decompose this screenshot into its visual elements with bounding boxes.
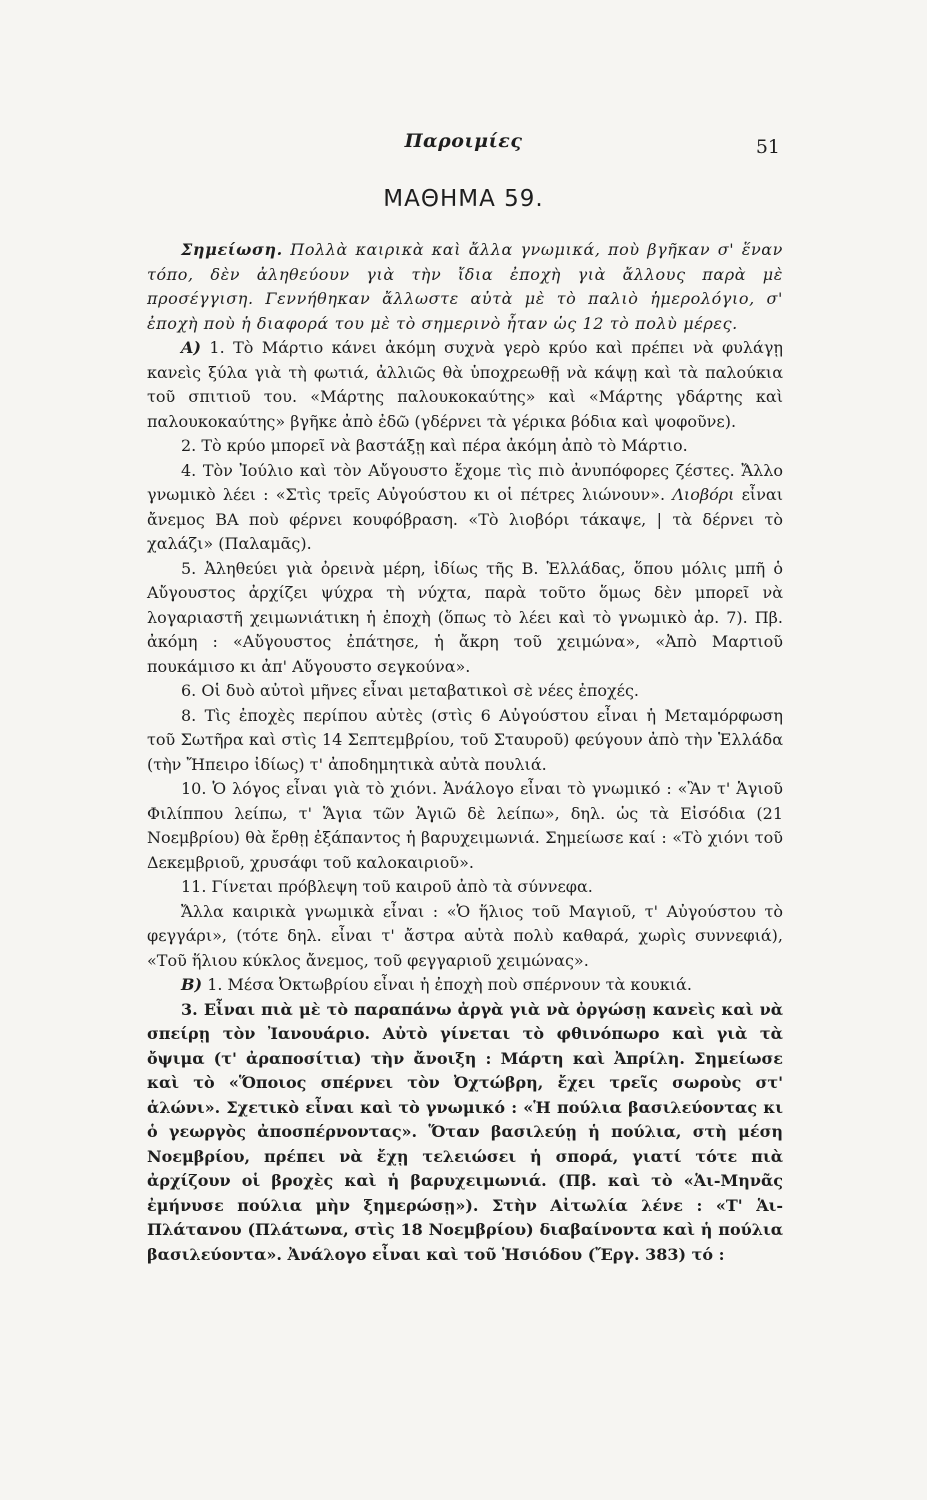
section-a-paragraph-other-sayings: Ἄλλα καιρικὰ γνωμικὰ εἶναι : «Ὁ ἥλιος τοῦ Μαγιοῦ, τ' Αὐγούστου τὸ φεγγάρι», (τότε δηλ. εἶναι τ' ἄστρα αὐτὰ πολὺ καθαρά, χωρὶς συννεφιά), «Τοῦ ἥλιου κύκλος ἄνεμος, τοῦ φεγγαριοῦ χειμώνας». [147,901,783,970]
section-b-p1-text: 1. Μέσα Ὀκτωβρίου εἶναι ἡ ἐποχὴ ποὺ σπέρνουν τὰ κουκιά. [207,975,692,994]
section-a-p4-text-a: 4. Τὸν Ἰούλιο καὶ τὸν Αὔγουστο ἔχομε τὶς πιὸ ἀνυπόφορες ζέστες. Ἄλλο γνωμικὸ λέει : «Στὶς τρεῖς Αὐγούστου κι οἱ πέτρες λιώνουν». [147,460,783,504]
note-text: Πολλὰ καιρικὰ καὶ ἄλλα γνωμικά, ποὺ βγῆκαν σ' ἕναν τόπο, δὲν ἀληθεύουν γιὰ τὴν ἴδια ἐποχὴ γιὰ ἄλλους παρὰ μὲ προσέγγιση. Γεννήθηκαν ἄλλωστε αὐτὰ μὲ τὸ παλιὸ ἡμερολόγιο, σ' ἐποχὴ ποὺ ἡ διαφορά του μὲ τὸ σημερινὸ ἦταν ὡς 12 τὸ πολὺ μέρες. [147,240,784,333]
lesson-title: ΜΑΘΗΜΑ 59. [383,186,544,212]
section-a-paragraph-1 [147,336,783,434]
section-a-paragraph-11: 11. Γίνεται πρόβλεψη τοῦ καιροῦ ἀπὸ τὰ σύννεφα. [181,877,593,896]
section-a-paragraph-5: 5. Ἀληθεύει γιὰ ὀρεινὰ μέρη, ἰδίως τῆς Β. Ἑλλάδας, ὅπου μόλις μπῆ ὁ Αὔγουστος ἀρχίζει ψύχρα τὴ νύχτα, παρὰ τοῦτο ὅμως δὲν μπορεῖ νὰ λογαριαστῆ χειμωνιάτικη ἡ ἐποχὴ (ὅπως τὸ λέει καὶ τὸ γνωμικὸ ἀρ. 7). Πβ. ἀκόμη : «Αὔγουστος ἐπάτησε, ἡ ἄκρη τοῦ χειμώνα», «Ἀπὸ Μαρτιοῦ πουκάμισο κι ἀπ' Αὔγουστο σεγκούνα». [147,558,783,676]
section-a-paragraph-10: 10. Ὁ λόγος εἶναι γιὰ τὸ χιόνι. Ἀνάλογο εἶναι τὸ γνωμικό : «Ἂν τ' Ἁγιοῦ Φιλίππου λείπω, τ' Ἅγια τῶν Ἁγιῶ δὲ λείπω», δηλ. ὡς τὰ Εἰσόδια (21 Νοεμβρίου) θὰ ἔρθῃ ἐξάπαντος ἡ βαρυχειμωνιά. Σημείωσε καί : «Τὸ χιόνι τοῦ Δεκεμβριοῦ, χρυσάφι τοῦ καλοκαιριοῦ». [147,779,783,872]
section-b-paragraph-1 [147,973,783,998]
section-a-paragraph-6: 6. Οἱ δυὸ αὐτοὶ μῆνες εἶναι μεταβατικοὶ σὲ νέες ἐποχές. [181,681,640,700]
page-header [0,130,927,170]
section-a-p4-text-b: εἶναι ἄνεμος ΒΑ ποὺ φέρνει κουφόβραση. «Τὸ λιοβόρι τάκαψε, | τὰ δέρνει τὸ χαλάζι» (Παλαμᾶς). [147,485,784,553]
section-a-p4-term: Λιοβόρι [672,485,735,504]
section-a-paragraph-8: 8. Τὶς ἐποχὲς περίπου αὐτὲς (στὶς 6 Αὐγούστου εἶναι ἡ Μεταμόρφωση τοῦ Σωτῆρα καὶ στὶς 14 Σεπτεμβρίου, τοῦ Σταυροῦ) φεύγουν ἀπὸ τὴν Ἑλλάδα (τὴν Ἤπειρο ἰδίως) τ' ἀποδημητικὰ αὐτὰ πουλιά. [147,705,783,774]
section-b-label: Β) [181,975,203,994]
section-a-paragraph-4 [147,459,783,557]
section-b-paragraph-3: 3. Εἶναι πιὰ μὲ τὸ παραπάνω ἀργὰ γιὰ νὰ ὀργώσῃ κανεὶς καὶ νὰ σπείρῃ τὸν Ἰανουάριο. Αὐτὸ γίνεται τὸ φθινόπωρο καὶ γιὰ τὰ ὄψιμα (τ' ἀραποσίτια) τὴν ἄνοιξη : Μάρτη καὶ Ἀπρίλη. Σημείωσε καὶ τὸ «Ὅποιος σπέρνει τὸν Ὀχτώβρη, ἔχει τρεῖς σωροὺς στ' ἁλώνι». Σχετικὸ εἶναι καὶ τὸ γνωμικό : «Ἡ πούλια βασιλεύοντας κι ὁ γεωργὸς ἀποσπέρνοντας». Ὅταν βασιλεύῃ ἡ πούλια, στὴ μέση Νοεμβρίου, πρέπει νὰ ἔχῃ τελειώσει ἡ σπορά, γιατί τότε πιὰ ἀρχίζουν οἱ βροχὲς καὶ ἡ βαρυχειμωνιά. (Πβ. καὶ τὸ «Ἁι-Μηνᾶς ἐμήνυσε πούλια μὴν ξημερώσῃ»). Στὴν Αἰτωλία λένε : «Τ' Ἁι-Πλάτανου (Πλάτωνα, στὶς 18 Νοεμβρίου) διαβαίνοντα καὶ ἡ πούλια βασιλεύοντα». Ἀνάλογο εἶναι καὶ τοῦ Ἡσιόδου (Ἔργ. 383) τό : [147,999,783,1264]
section-a-paragraph-2: 2. Τὸ κρύο μπορεῖ νὰ βαστάξῃ καὶ πέρα ἀκόμη ἀπὸ τὸ Μάρτιο. [181,436,688,455]
section-a-label: Α) [181,338,201,357]
note-paragraph [147,238,783,336]
section-a-p1-text: 1. Τὸ Μάρτιο κάνει ἀκόμη συχνὰ γερὸ κρύο καὶ πρέπει νὰ φυλάγῃ κανεὶς ξύλα γιὰ τὴ φωτιά, ἀλλιῶς θὰ ὑποχρεωθῇ νὰ κάψῃ καὶ τὰ παλούκια τοῦ σπιτιοῦ του. «Μάρτης παλουκοκαύτης» καὶ «Μάρτης γδάρτης καὶ παλουκοκαύτης» βγῆκε ἀπὸ ἐδῶ (γδέρνει τὰ γέρικα βόδια καὶ ψοφοῦνε). [147,338,783,431]
running-title: Παροιμίες [404,130,523,152]
body-text [147,238,783,1267]
page-number: 51 [755,136,780,158]
note-label: Σημείωση. [181,240,283,259]
